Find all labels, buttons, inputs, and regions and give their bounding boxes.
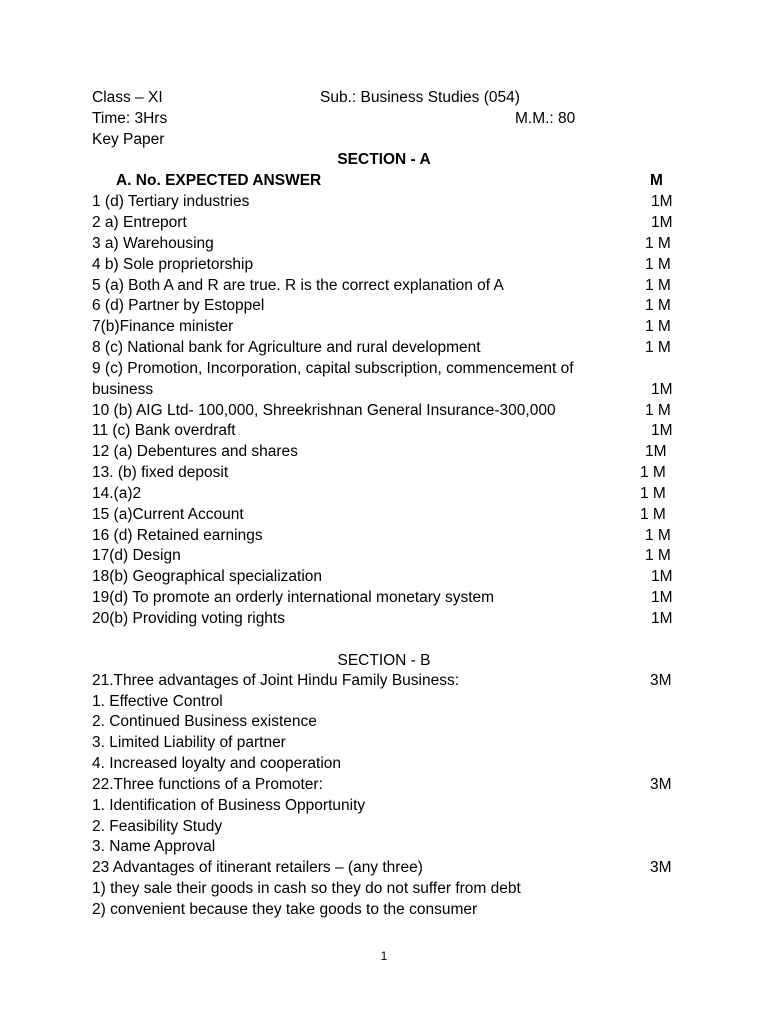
answer-marks: 1 M: [645, 297, 671, 314]
answer-point: 2. Continued Business existence: [92, 713, 317, 730]
answer-row: 19(d) To promote an orderly international monetary system: [92, 589, 495, 606]
section-b-title: SECTION - B: [337, 652, 431, 669]
answer-point: 2. Feasibility Study: [92, 818, 223, 835]
answer-marks: 1 M: [645, 318, 671, 335]
answer-point: 3. Limited Liability of partner: [92, 734, 286, 751]
answer-row: 18(b) Geographical specialization: [92, 568, 323, 585]
question-heading: 23 Advantages of itinerant retailers – (any three): [92, 859, 423, 876]
answer-row: 1 (d) Tertiary industries: [92, 193, 250, 210]
answer-marks: 1M: [651, 214, 673, 231]
answer-row: 12 (a) Debentures and shares: [92, 443, 298, 460]
answer-marks: 1 M: [645, 339, 671, 356]
column-header-marks: M: [650, 172, 663, 189]
question-marks: 3M: [650, 776, 672, 793]
answer-marks: 1 M: [640, 506, 666, 523]
question-marks: 3M: [650, 672, 672, 689]
answer-marks: 1 M: [645, 235, 671, 252]
answer-marks: 1 M: [640, 464, 666, 481]
answer-row: 10 (b) AIG Ltd- 100,000, Shreekrishnan General Insurance-300,000: [92, 402, 556, 419]
answer-row: 15 (a)Current Account: [92, 506, 244, 523]
answer-marks: 1M: [651, 589, 673, 606]
answer-marks: 1 M: [645, 402, 671, 419]
time-label: Time: 3Hrs: [92, 110, 168, 127]
question-heading: 21.Three advantages of Joint Hindu Family Business:: [92, 672, 460, 689]
question-marks: 3M: [650, 859, 672, 876]
answer-row: 13. (b) fixed deposit: [92, 464, 229, 481]
answer-marks: 1M: [651, 422, 673, 439]
answer-point: 4. Increased loyalty and cooperation: [92, 755, 342, 772]
section-a-title: SECTION - A: [337, 151, 431, 168]
column-header-answer: A. No. EXPECTED ANSWER: [116, 172, 322, 189]
answer-point: 1. Identification of Business Opportunity: [92, 797, 366, 814]
key-paper-label: Key Paper: [92, 131, 165, 148]
answer-row: 5 (a) Both A and R are true. R is the correct explanation of A: [92, 277, 504, 294]
answer-row: 17(d) Design: [92, 547, 181, 564]
question-heading: 22.Three functions of a Promoter:: [92, 776, 323, 793]
max-marks-label: M.M.: 80: [515, 110, 576, 127]
answer-marks: 1M: [651, 193, 673, 210]
answer-marks: 1 M: [640, 485, 666, 502]
answer-marks: 1M: [651, 610, 673, 627]
answer-row: business: [92, 381, 154, 398]
class-label: Class – XI: [92, 89, 163, 106]
answer-point: 3. Name Approval: [92, 838, 216, 855]
answer-row: 3 a) Warehousing: [92, 235, 214, 252]
answer-marks: 1 M: [645, 277, 671, 294]
answer-marks: 1 M: [645, 547, 671, 564]
answer-row: 20(b) Providing voting rights: [92, 610, 285, 627]
answer-marks: 1M: [651, 568, 673, 585]
answer-row: 11 (c) Bank overdraft: [92, 422, 236, 439]
answer-marks: 1 M: [645, 256, 671, 273]
answer-point: 1) they sale their goods in cash so they do not suffer from debt: [92, 880, 521, 897]
answer-row: 2 a) Entreport: [92, 214, 187, 231]
answer-row: 8 (c) National bank for Agriculture and rural development: [92, 339, 481, 356]
answer-row: 16 (d) Retained earnings: [92, 527, 263, 544]
answer-marks: 1 M: [645, 527, 671, 544]
answer-marks: 1M: [651, 381, 673, 398]
page-number: 1: [380, 949, 388, 963]
answer-marks: 1M: [645, 443, 667, 460]
answer-row: 7(b)Finance minister: [92, 318, 234, 335]
answer-row: 6 (d) Partner by Estoppel: [92, 297, 265, 314]
answer-point: 1. Effective Control: [92, 693, 223, 710]
answer-row: 9 (c) Promotion, Incorporation, capital subscription, commencement of: [92, 360, 574, 377]
answer-row: 14.(a)2: [92, 485, 142, 502]
subject-label: Sub.: Business Studies (054): [320, 89, 520, 106]
answer-point: 2) convenient because they take goods to the consumer: [92, 901, 478, 918]
answer-row: 4 b) Sole proprietorship: [92, 256, 254, 273]
